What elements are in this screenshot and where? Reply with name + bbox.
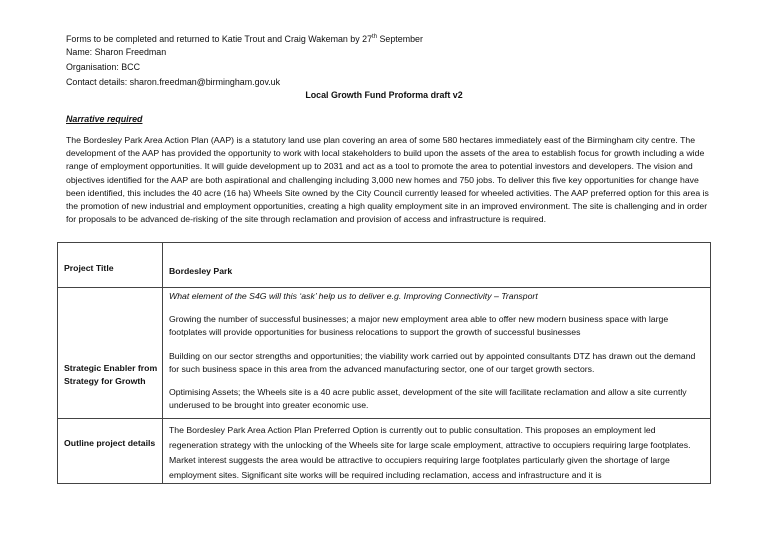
outline-details-value: The Bordesley Park Area Action Plan Preferred Option is currently out to public consultation. This proposes an employment led regeneration strategy with the unlocking of the Wheels site for large scale employment, attractive to occupiers requiring large footplates. Market interest suggests the area would be attractive to occupiers requiring large footplates particularly given the shortage of large employment sites. Significant site works will be required including reclamation, access and infrastructure and it is: [163, 419, 711, 484]
project-title-value: Bordesley Park: [163, 243, 711, 288]
organisation-line: Organisation: BCC: [66, 62, 140, 72]
s4g-question: What element of the S4G will this ‘ask’ help us to deliver e.g. Improving Connectivity – Transport: [169, 291, 538, 301]
table-row: [58, 288, 711, 419]
strategic-point: Building on our sector strengths and opportunities; the viability work carried out by appointed consultants DTZ has drawn out the demand for such business space in this area from the advanced manufacturing sector, one of our target growth sectors.: [169, 350, 696, 374]
narrative-heading: Narrative required: [66, 114, 143, 124]
strategic-enabler-label: Strategic Enabler from Strategy for Growth: [58, 288, 163, 419]
document-title: Local Growth Fund Proforma draft v2: [305, 90, 463, 100]
table-row: [58, 243, 711, 288]
submission-instruction: Forms to be completed and returned to Katie Trout and Craig Wakeman by 27th September: [66, 33, 423, 44]
outline-details-label: Outline project details: [58, 419, 163, 484]
strategic-point: Growing the number of successful businesses; a major new employment area able to offer new modern business space with large footplates will provide opportunities for business relocations to support the growth of successful businesses: [169, 314, 669, 338]
proforma-table: [57, 242, 711, 484]
project-title-label: Project Title: [58, 243, 163, 288]
table-row: [58, 419, 711, 484]
narrative-paragraph: The Bordesley Park Area Action Plan (AAP) is a statutory land use plan covering an area of some 580 hectares immediately east of the Birmingham city centre. The development of the AAP has provided the opportunity to work with local stakeholders to build upon the assets of the area to establish focus for growth including a wide range of employment opportunities. It will guide development up to 2031 and act as a tool to promote the area to potential investors and developers. The vision and objectives identified for the AAP are both aspirational and challenging including 3,000 new homes and 750 jobs. To deliver this five key opportunities for change have been identified, this includes the 40 acre (16 ha) Wheels Site owned by the City Council currently leased for wheeled activities. The AAP preferred option for this area is the promotion of new industrial and employment opportunities, creating a high quality employment site in an improved environment. The site is challenging and in order for proposals to be advanced de-risking of the site through reclamation and provision of access and infrastructure is required.: [66, 135, 709, 225]
name-line: Name: Sharon Freedman: [66, 47, 167, 57]
strategic-enabler-value: [163, 288, 711, 419]
contact-line: Contact details: sharon.freedman@birmingham.gov.uk: [66, 77, 281, 87]
strategic-point: Optimising Assets; the Wheels site is a 40 acre public asset, development of the site will facilitate reclamation and allow a site currently underused to be brought into greater economic use.: [169, 387, 687, 411]
